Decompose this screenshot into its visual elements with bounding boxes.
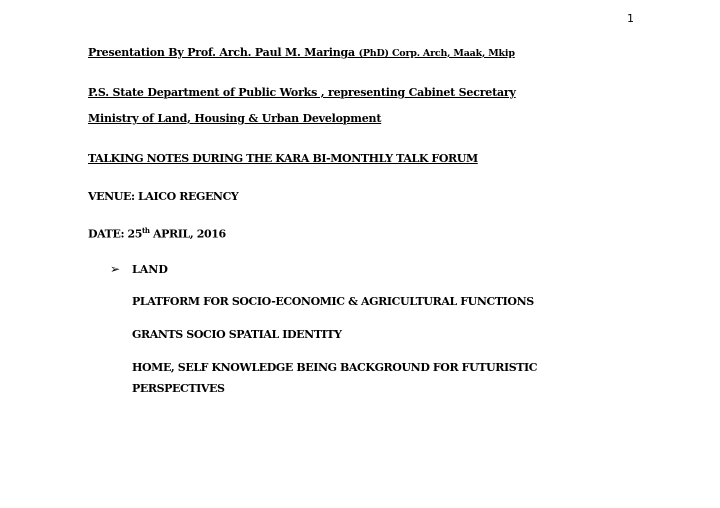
presenter-line bbox=[88, 46, 515, 59]
date-prefix: DATE: 25 bbox=[88, 227, 143, 241]
ps-line: P.S. State Department of Public Works , representing Cabinet Secretary bbox=[88, 86, 516, 99]
presenter-name: Presentation By Prof. Arch. Paul M. Maringa bbox=[88, 46, 359, 59]
presenter-credentials: (PhD) Corp. Arch, Maak, Mkip bbox=[358, 48, 515, 59]
point-3: HOME, SELF KNOWLEDGE BEING BACKGROUND FOR FUTURISTIC PERSPECTIVES bbox=[132, 361, 538, 395]
forum-title: TALKING NOTES DURING THE KARA BI-MONTHLY TALK FORUM bbox=[88, 152, 478, 165]
date-ordinal: th bbox=[142, 226, 150, 235]
point-1: PLATFORM FOR SOCIO-ECONOMIC & AGRICULTURAL FUNCTIONS bbox=[132, 295, 534, 308]
bullet-label: LAND bbox=[132, 263, 168, 276]
date-line bbox=[88, 226, 226, 241]
date-suffix: APRIL, 2016 bbox=[149, 227, 226, 241]
bullet-item-land bbox=[110, 262, 168, 276]
page-number: 1 bbox=[627, 12, 634, 25]
venue-line: VENUE: LAICO REGENCY bbox=[88, 190, 239, 203]
ministry-line: Ministry of Land, Housing & Urban Development bbox=[88, 112, 382, 125]
arrowhead-bullet-icon: ➢ bbox=[110, 262, 121, 276]
point-2: GRANTS SOCIO SPATIAL IDENTITY bbox=[132, 328, 342, 341]
